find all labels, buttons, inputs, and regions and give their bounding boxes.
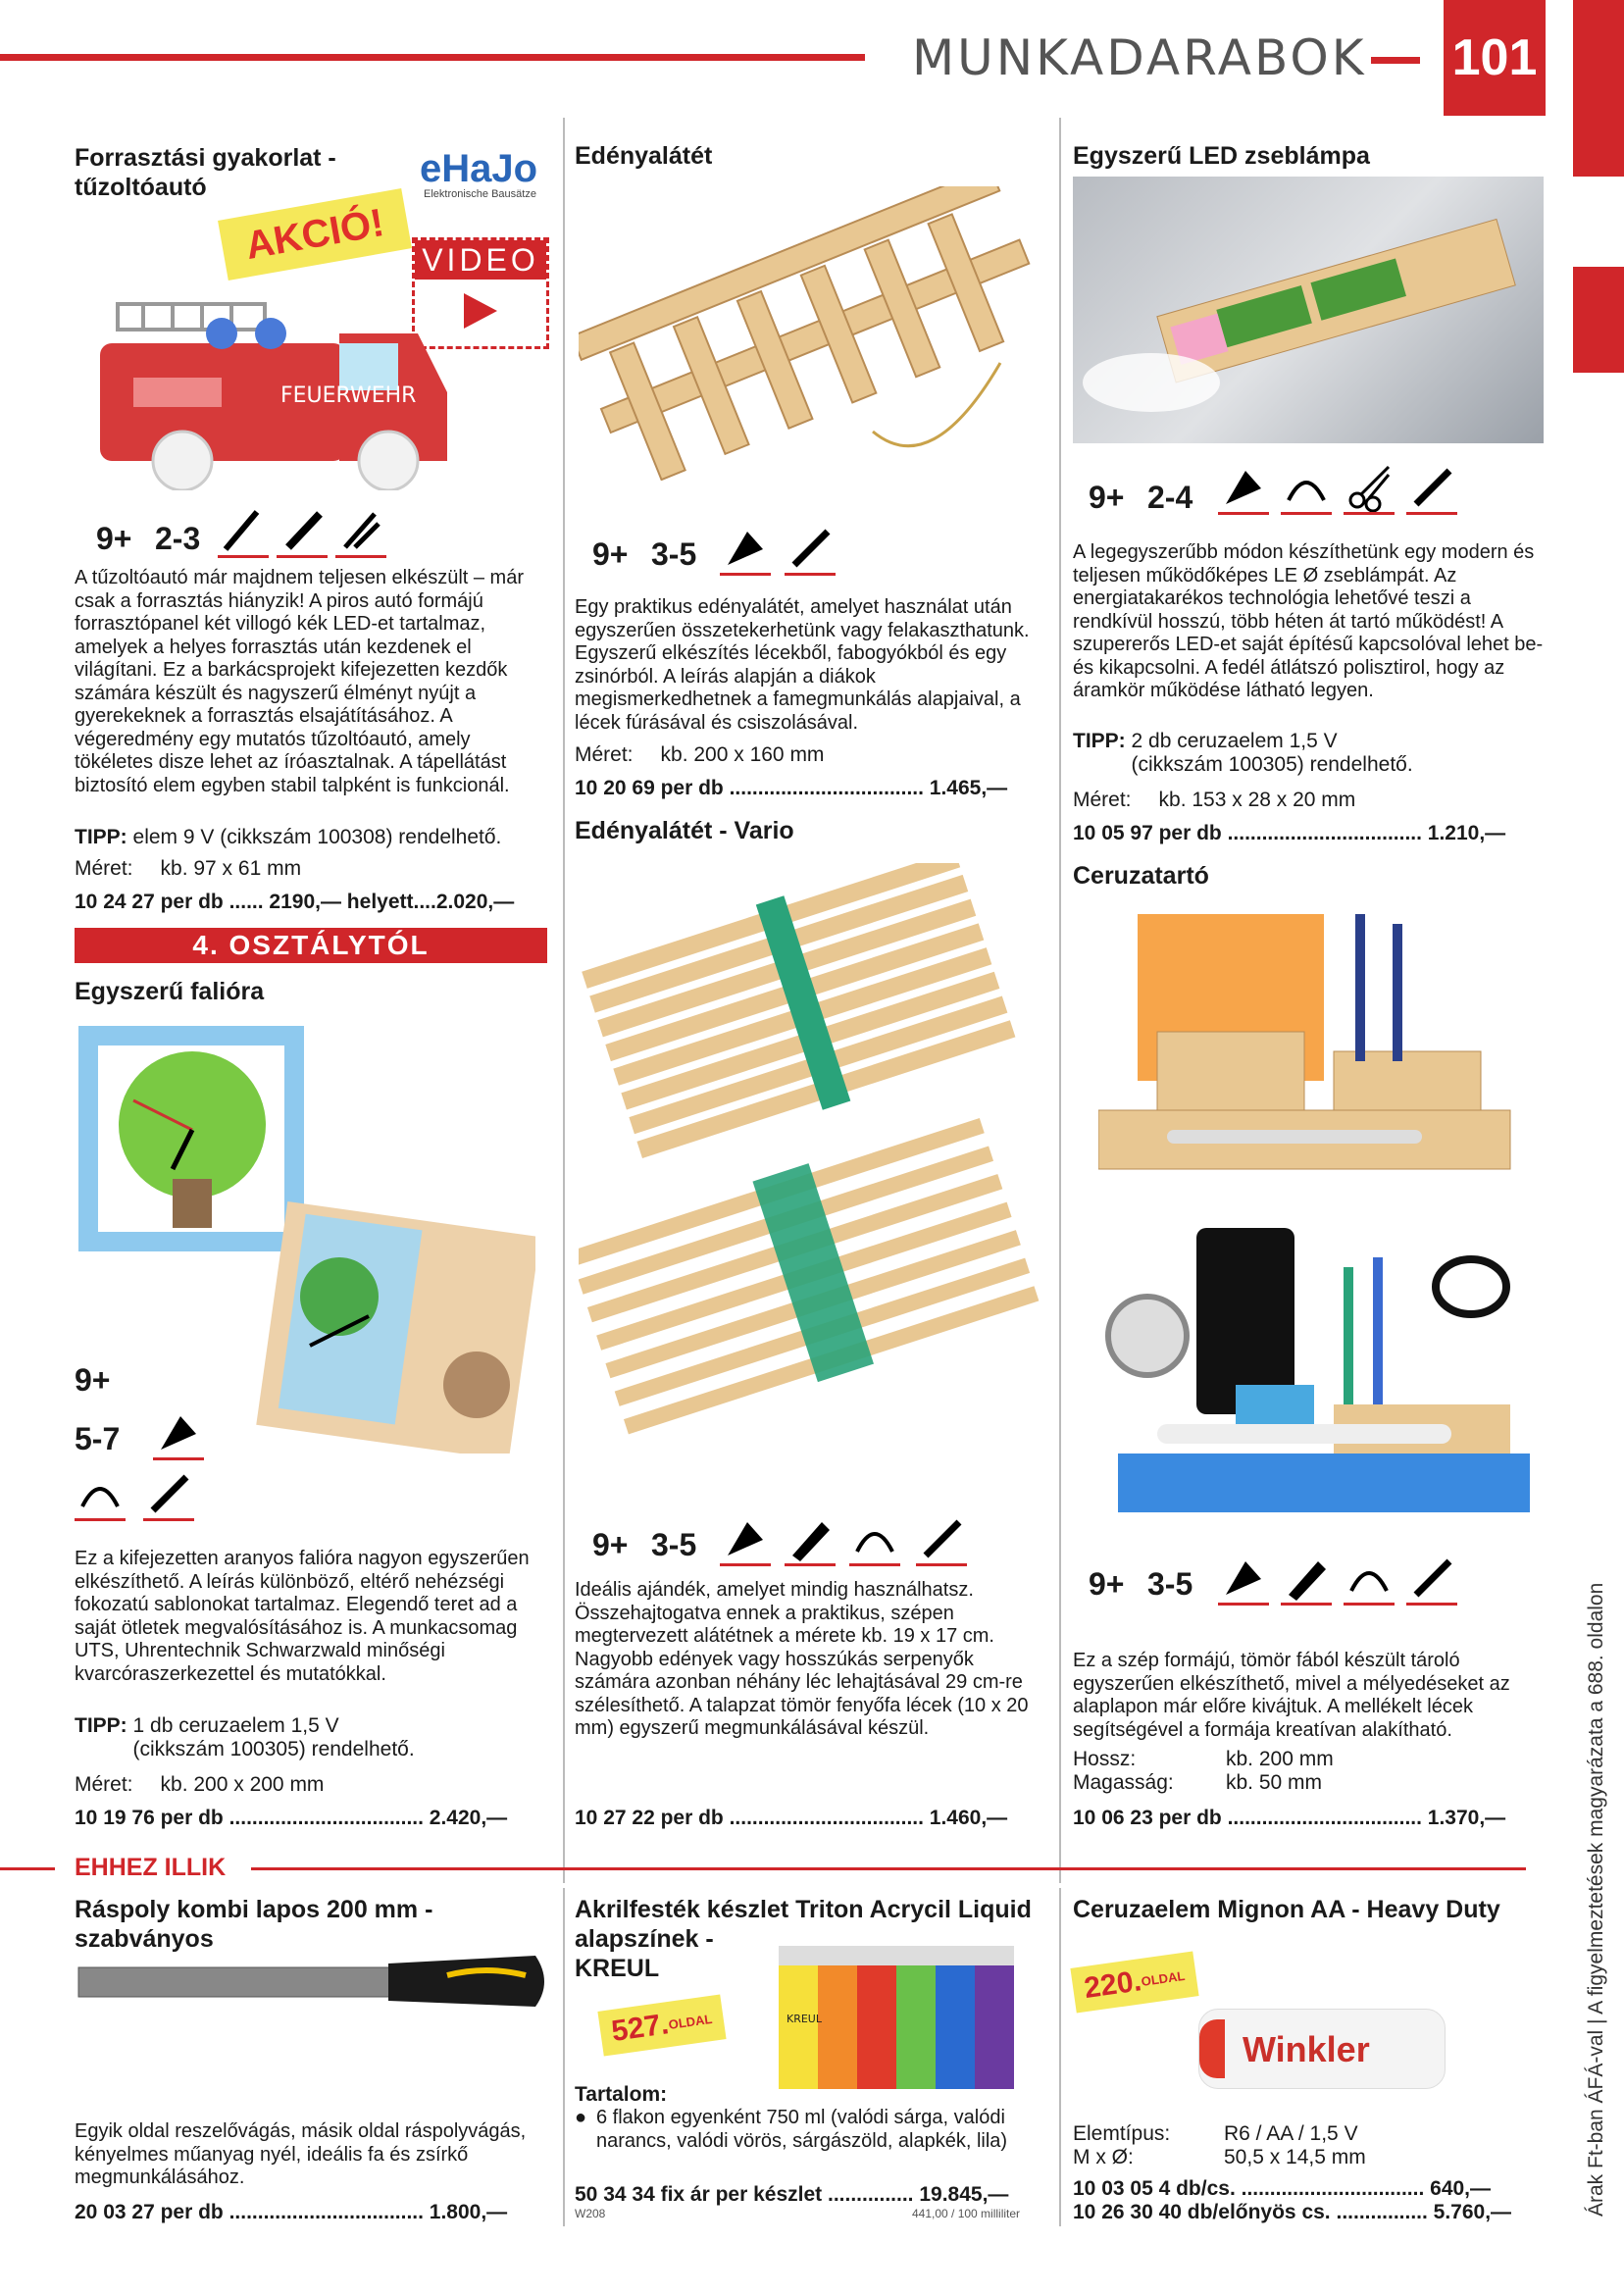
column-divider: [563, 118, 565, 1883]
firetruck-image: [94, 294, 457, 490]
class-banner: 4. OSZTÁLYTÓL: [75, 928, 547, 963]
tip-label: TIPP:: [1073, 730, 1126, 752]
related-rule: [251, 1867, 1526, 1870]
file-icon: [1406, 461, 1457, 515]
battery-cap: [1199, 2019, 1225, 2078]
product-title: Akrilfesték készlet Triton Acrycil Liquid alapszínek - KREUL: [575, 1896, 1032, 1982]
size-label: Méret:: [575, 743, 634, 766]
size-value: kb. 97 x 61 mm: [160, 857, 302, 880]
age-indicator: 9+: [1089, 1566, 1125, 1602]
saw-icon: [1344, 1552, 1395, 1606]
column-divider: [563, 1888, 565, 2226]
tip-row: [1073, 730, 1413, 777]
tip-label: TIPP:: [75, 1714, 127, 1737]
contents-list: [575, 2107, 1043, 2153]
brand-subtitle: Elektronische Bausätze: [424, 188, 536, 200]
bottle-label: KREUL: [787, 2013, 822, 2025]
play-icon: [464, 293, 497, 329]
sale-badge: AKCIÓ!: [218, 188, 412, 280]
saw-icon: [1281, 461, 1332, 515]
price-line: 10 24 27 per db ...... 2190,— helyett....2.020,—: [75, 891, 515, 913]
product-title: Edényalátét - Vario: [575, 817, 794, 844]
price-line: 50 34 34 fix ár per készlet ............... 19.845,—: [575, 2183, 1009, 2206]
page-ref-number: 527.: [609, 2008, 671, 2049]
tip-label: TIPP:: [75, 826, 127, 848]
product-title: Ceruzaelem Mignon AA - Heavy Duty: [1073, 1896, 1500, 1923]
pencil-holder-image-2: [1098, 1228, 1540, 1522]
size-row: [75, 1773, 324, 1797]
dimension-row: [1073, 2146, 1366, 2169]
tip-row: [75, 1714, 415, 1761]
product-title: Ráspoly kombi lapos 200 mm - szabványos: [75, 1896, 433, 1953]
size-row: [75, 857, 301, 881]
time-indicator: 5-7: [75, 1421, 121, 1456]
time-indicator: 2-4: [1147, 480, 1193, 515]
battery-brand: Winkler: [1243, 2029, 1370, 2069]
price-line: 10 03 05 4 db/cs. ................................ 640,—: [1073, 2177, 1492, 2200]
bullet-icon: ●: [575, 2107, 587, 2128]
price-line: 10 19 76 per db .................................. 2.420,—: [75, 1807, 508, 1829]
product-description: Egy praktikus edényalátét, amelyet használat után egyszerűen összetekerhetünk vagy felakaszthatunk. Egyszerű elkészítés lécekből, fabogyókból és egy zsinórból. A leírás alapján a diákok megismerkedhetnek a famegmunkálás alapjaival, a lécek fúrásával és csiszolásával.: [575, 596, 1030, 734]
trivet-vario-image: [579, 863, 1049, 1452]
type-value: R6 / AA / 1,5 V: [1224, 2122, 1358, 2145]
length-label: Hossz:: [1073, 1748, 1137, 1770]
related-rule-left: [0, 1867, 55, 1870]
price-line: 10 05 97 per db .................................. 1.210,—: [1073, 822, 1506, 844]
contents-text: 6 flakon egyenként 750 ml (valódi sárga, valódi narancs, valódi vörös, sárgászöld, alapkék, lila): [596, 2107, 1008, 2152]
product-description: A legegyszerűbb módon készíthetünk egy modern és teljesen működőképes LE Ø zseblámpát. Az energiatakarékos technológia lehetővé teszi a rendkívül hosszú, több héten át tartó működést! A szupererős LED-et saját építésű kapcsolóval lehet be- és kikapcsolni. A fedél átlátszó polisztirol, hogy az áramkör működése látható legyen.: [1073, 541, 1544, 701]
pliers-icon: [335, 504, 386, 558]
battery-image: [1198, 2009, 1446, 2089]
sandpaper-icon: [1281, 1552, 1332, 1606]
truck-label: FEUERWEHR: [280, 383, 417, 408]
pencil-holder-image: [1098, 894, 1540, 1189]
price-line: 10 20 69 per db .................................. 1.465,—: [575, 777, 1008, 799]
age-indicator: 9+: [75, 1362, 111, 1398]
tip-row: [75, 826, 501, 849]
glue-icon: [1218, 461, 1269, 515]
size-value: kb. 153 x 28 x 20 mm: [1158, 789, 1356, 811]
page-number: 101: [1444, 0, 1546, 116]
product-title: Forrasztási gyakorlat - tűzoltóautó: [75, 144, 336, 201]
product-description: Ez a szép formájú, tömör fából készült tároló egyszerűen elkészíthető, mivel a mélyedéseket az alaplapon már előre kivájtuk. A mellékelt lécek segítségével a formája kreatívan alakítható.: [1073, 1650, 1510, 1741]
tip-text: elem 9 V (cikkszám 100308) rendelhető.: [132, 826, 502, 848]
dimension-value: 50,5 x 14,5 mm: [1224, 2146, 1366, 2168]
age-indicator: 9+: [592, 1527, 629, 1562]
product-code: W208: [575, 2207, 606, 2220]
rasp-image: [75, 1946, 555, 2024]
column-divider: [1059, 118, 1061, 1883]
paint-bottles-image: [775, 1944, 1020, 2091]
side-note: Árak Ft-ban ÁFÁ-val | A figyelmeztetések magyarázata a 688. oldalon: [1585, 1582, 1607, 2217]
soldering-iron-icon: [218, 504, 269, 558]
page-ref-word: OLDAL: [667, 2011, 714, 2032]
tip-text: 2 db ceruzaelem 1,5 V (cikkszám 100305) rendelhető.: [1131, 730, 1413, 776]
time-indicator: 3-5: [1147, 1566, 1193, 1602]
product-description: Ideális ajándék, amelyet mindig használhatsz. Összehajtogatva ennek a praktikus, szépen megtervezett alátétnek a mérete kb. 19 x 17 cm. Nagyobb edények vagy hosszúkás serpenyők számára azonban néhány léc lehajtásával 29 cm-re szélesíthető. A talapzat tömör fenyőfa lécek (10 x 20 mm) egyszerű megmunkálásával készül.: [575, 1579, 1029, 1739]
length-value: kb. 200 mm: [1226, 1748, 1334, 1770]
product-description: Ez a kifejezetten aranyos falióra nagyon egyszerűen elkészíthető. A leírás különböző, eltérő nehézségi fokozatú sablonokat tartalmaz. Elegendő teret ad a saját ötletek megvalósításához is. A munkacsomag UTS, Uhrentechnik Schwarzwald minőségi kvarcóraszerkezettel és mutatókkal.: [75, 1548, 530, 1685]
price-line: 10 26 30 40 db/előnyös cs. ................ 5.760,—: [1073, 2201, 1512, 2223]
scissors-icon: [1344, 461, 1395, 515]
video-label: VIDEO: [415, 240, 546, 280]
solder-tip-icon: [277, 504, 328, 558]
contents-label: Tartalom:: [575, 2083, 668, 2106]
length-row: [1073, 1748, 1334, 1771]
age-indicator: 9+: [592, 536, 629, 572]
file-icon: [916, 1512, 967, 1566]
page-ref-word: OLDAL: [1140, 1967, 1187, 1989]
age-indicator: 9+: [96, 521, 132, 556]
page-reference-badge: [597, 1994, 726, 2056]
age-indicator: 9+: [1089, 480, 1125, 515]
sandpaper-icon: [785, 1512, 836, 1566]
height-value: kb. 50 mm: [1226, 1771, 1323, 1794]
file-icon: [1406, 1552, 1457, 1606]
glue-icon: [720, 1512, 771, 1566]
size-value: kb. 200 x 160 mm: [660, 743, 825, 766]
page-reference-badge: [1070, 1951, 1198, 2013]
type-row: [1073, 2122, 1358, 2146]
time-indicator: 3-5: [651, 536, 697, 572]
product-title: Egyszerű LED zseblámpa: [1073, 142, 1370, 170]
saw-icon: [75, 1467, 126, 1521]
page-ref-number: 220.: [1082, 1964, 1143, 2006]
header-rule-right: [1371, 57, 1420, 64]
price-line: 20 03 27 per db .................................. 1.800,—: [75, 2201, 508, 2223]
size-label: Méret:: [75, 857, 133, 880]
unit-price: 441,00 / 100 milliliter: [912, 2207, 1021, 2220]
product-title: Ceruzatartó: [1073, 862, 1209, 890]
size-row: [575, 743, 824, 767]
glue-icon: [720, 522, 771, 576]
price-line: 10 27 22 per db .................................. 1.460,—: [575, 1807, 1008, 1829]
size-label: Méret:: [1073, 789, 1132, 811]
product-title: Edényalátét: [575, 142, 713, 170]
column-divider: [1059, 1888, 1061, 2226]
time-indicator: 3-5: [651, 1527, 697, 1562]
dimension-label: M x Ø:: [1073, 2146, 1134, 2168]
related-label: EHHEZ ILLIK: [75, 1854, 227, 1881]
saw-icon: [849, 1512, 900, 1566]
height-row: [1073, 1771, 1322, 1795]
side-tab: [1573, 267, 1624, 373]
file-icon: [785, 522, 836, 576]
size-label: Méret:: [75, 1773, 133, 1796]
product-description: A tűzoltóautó már majdnem teljesen elkészült – már csak a forrasztás hiányzik! A piros autó formájú forrasztópanel két villogó kék LED-et tartalmaz, amelyek a helyes forrasztás után kezdenek el világítani. Ez a barkácsprojekt kifejezetten kezdők számára készült és nagyszerű élményt nyújt a gyerekeknek a forrasztás elsajátításához. A végeredmény egy mutatós tűzoltóautó, amely tökéletes disze lehet az íróasztalnak. A tápellátást biztosító elem egyben stabil talpként is funkcionál.: [75, 567, 524, 796]
time-indicator: 2-3: [155, 521, 201, 556]
height-label: Magasság:: [1073, 1771, 1174, 1794]
product-title: Egyszerű falióra: [75, 978, 265, 1005]
file-icon: [143, 1467, 194, 1521]
section-title: MUNKADARABOK: [912, 29, 1367, 86]
price-line: 10 06 23 per db .................................. 1.370,—: [1073, 1807, 1506, 1829]
wallclock-image: [75, 1022, 535, 1454]
glue-icon: [153, 1406, 204, 1460]
header-rule-left: [0, 54, 865, 61]
side-tab-top: [1573, 0, 1624, 177]
size-value: kb. 200 x 200 mm: [160, 1773, 325, 1796]
trivet-image: [579, 186, 1040, 481]
brand-logo: eHaJo: [420, 147, 538, 190]
type-label: Elemtípus:: [1073, 2122, 1171, 2145]
tip-text: 1 db ceruzaelem 1,5 V (cikkszám 100305) rendelhető.: [132, 1714, 415, 1760]
product-description: Egyik oldal reszelővágás, másik oldal ráspolyvágás, kényelmes műanyag nyél, ideális fa és zsírkő megmunkálásához.: [75, 2120, 527, 2188]
glue-icon: [1218, 1552, 1269, 1606]
led-image: [1073, 177, 1544, 443]
size-row: [1073, 789, 1355, 812]
